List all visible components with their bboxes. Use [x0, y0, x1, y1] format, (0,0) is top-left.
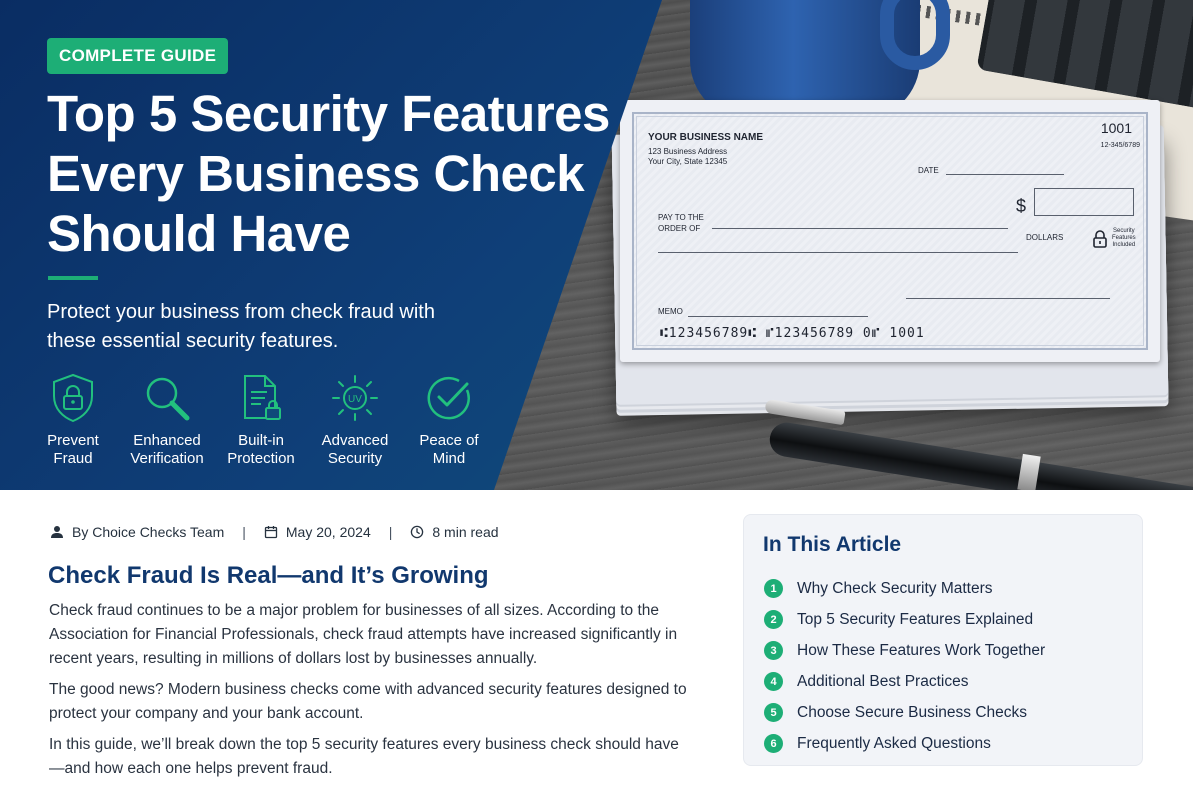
- feature-label: Advanced Security: [321, 432, 389, 467]
- feature-icons-row: [26, 372, 496, 468]
- toc-number-badge: 4: [764, 672, 783, 691]
- author-name[interactable]: By Choice Checks Team: [72, 524, 225, 540]
- toc-item-top-features[interactable]: [764, 604, 1045, 635]
- title-line-2: Every Business Check: [47, 145, 585, 202]
- check-pay-label: PAY TO THE ORDER OF: [658, 213, 704, 233]
- toc-number-badge: 5: [764, 703, 783, 722]
- article-paragraph: Check fraud continues to be a major problem for businesses of all sizes. According to the Association for Financial Professionals, check fraud attempts have increased significantly in recent years, resulting in millions of dollars lost by businesses annually.: [49, 602, 678, 667]
- check-routing-fraction: 12-345/6789: [1100, 142, 1140, 149]
- toc-item-why-security[interactable]: [764, 573, 1045, 604]
- table-of-contents: [743, 514, 1143, 766]
- article-body: [49, 599, 689, 788]
- feature-label: Peace of Mind: [419, 432, 479, 467]
- article-heading: Check Fraud Is Real—and It’s Growing: [48, 562, 489, 589]
- shield-lock-icon: [47, 372, 99, 424]
- toc-list: [764, 573, 1045, 759]
- check-dollars-label: DOLLARS: [1026, 233, 1064, 242]
- magnifier-icon: [141, 372, 193, 424]
- date-meta: [264, 524, 371, 540]
- check-address: 123 Business Address Your City, State 12345: [648, 147, 728, 166]
- toc-number-badge: 1: [764, 579, 783, 598]
- pen-image: [767, 420, 1193, 490]
- read-time-meta: [410, 524, 498, 540]
- check-signature-line: [906, 298, 1110, 299]
- check-security-note: Security Features Included: [1112, 228, 1136, 248]
- feature-label: Prevent Fraud: [47, 432, 99, 467]
- title-line-3: Should Have: [47, 205, 351, 262]
- guide-badge: COMPLETE GUIDE: [47, 38, 228, 74]
- clock-icon: [410, 525, 424, 539]
- mug-handle: [880, 0, 950, 70]
- calendar-icon: [264, 525, 278, 539]
- toc-number-badge: 3: [764, 641, 783, 660]
- toc-number-badge: 6: [764, 734, 783, 753]
- toc-number-badge: 2: [764, 610, 783, 629]
- page-title: [47, 84, 647, 264]
- sample-check: [620, 100, 1160, 362]
- feature-advanced-security: [308, 372, 402, 468]
- feature-peace-of-mind: [402, 372, 496, 468]
- padlock-icon: [1092, 230, 1108, 248]
- toc-link[interactable]: Choose Secure Business Checks: [797, 703, 1028, 721]
- article-paragraph: The good news? Modern business checks come with advanced security features designed to protect your company and your bank account.: [49, 681, 687, 722]
- title-underline: [48, 276, 98, 280]
- check-payee-line: [712, 228, 1008, 229]
- toc-item-faq[interactable]: [764, 728, 1045, 759]
- toc-item-choose-checks[interactable]: [764, 697, 1045, 728]
- toc-link[interactable]: Top 5 Security Features Explained: [797, 610, 1034, 628]
- user-icon: [50, 525, 64, 539]
- toc-title: In This Article: [763, 533, 902, 556]
- document-lock-icon: [235, 372, 287, 424]
- meta-divider: |: [388, 524, 393, 540]
- toc-item-work-together[interactable]: [764, 635, 1045, 666]
- pen-tip: [764, 399, 845, 425]
- check-business-name: YOUR BUSINESS NAME: [648, 132, 764, 143]
- article-paragraph: In this guide, we’ll break down the top 5 security features every business check should have—and how each one helps prevent fraud.: [49, 736, 679, 777]
- article-meta: [50, 524, 499, 540]
- toc-item-best-practices[interactable]: [764, 666, 1045, 697]
- author-meta: [50, 524, 224, 540]
- read-time: 8 min read: [432, 524, 499, 540]
- uv-light-icon: [329, 372, 381, 424]
- title-line-1: Top 5 Security Features: [47, 85, 610, 142]
- check-amount-box: [1034, 188, 1134, 216]
- check-circle-icon: [423, 372, 475, 424]
- check-dollar-sign: $: [1016, 196, 1027, 216]
- feature-built-in-protection: [214, 372, 308, 468]
- toc-link[interactable]: How These Features Work Together: [797, 641, 1046, 659]
- toc-link[interactable]: Why Check Security Matters: [797, 579, 993, 597]
- check-date-label: DATE: [918, 166, 939, 175]
- meta-divider: |: [242, 524, 246, 540]
- check-written-amount-line: [658, 252, 1018, 253]
- check-memo-line: [688, 316, 868, 317]
- check-date-line: [946, 174, 1064, 175]
- uv-text: UV: [348, 394, 362, 405]
- publish-date: May 20, 2024: [285, 524, 371, 540]
- check-memo-label: MEMO: [658, 307, 683, 316]
- feature-enhanced-verification: [120, 372, 214, 468]
- feature-label: Built-in Protection: [227, 432, 295, 467]
- check-micr-line: ⑆123456789⑆ ⑈123456789 0⑈ 1001: [660, 326, 925, 341]
- feature-prevent-fraud: [26, 372, 120, 468]
- check-number: 1001: [1100, 120, 1132, 136]
- toc-link[interactable]: Additional Best Practices: [797, 672, 969, 690]
- toc-link[interactable]: Frequently Asked Questions: [797, 734, 991, 752]
- feature-label: Enhanced Verification: [130, 432, 204, 467]
- hero-subtitle: Protect your business from check fraud with these essential security features.: [47, 301, 435, 352]
